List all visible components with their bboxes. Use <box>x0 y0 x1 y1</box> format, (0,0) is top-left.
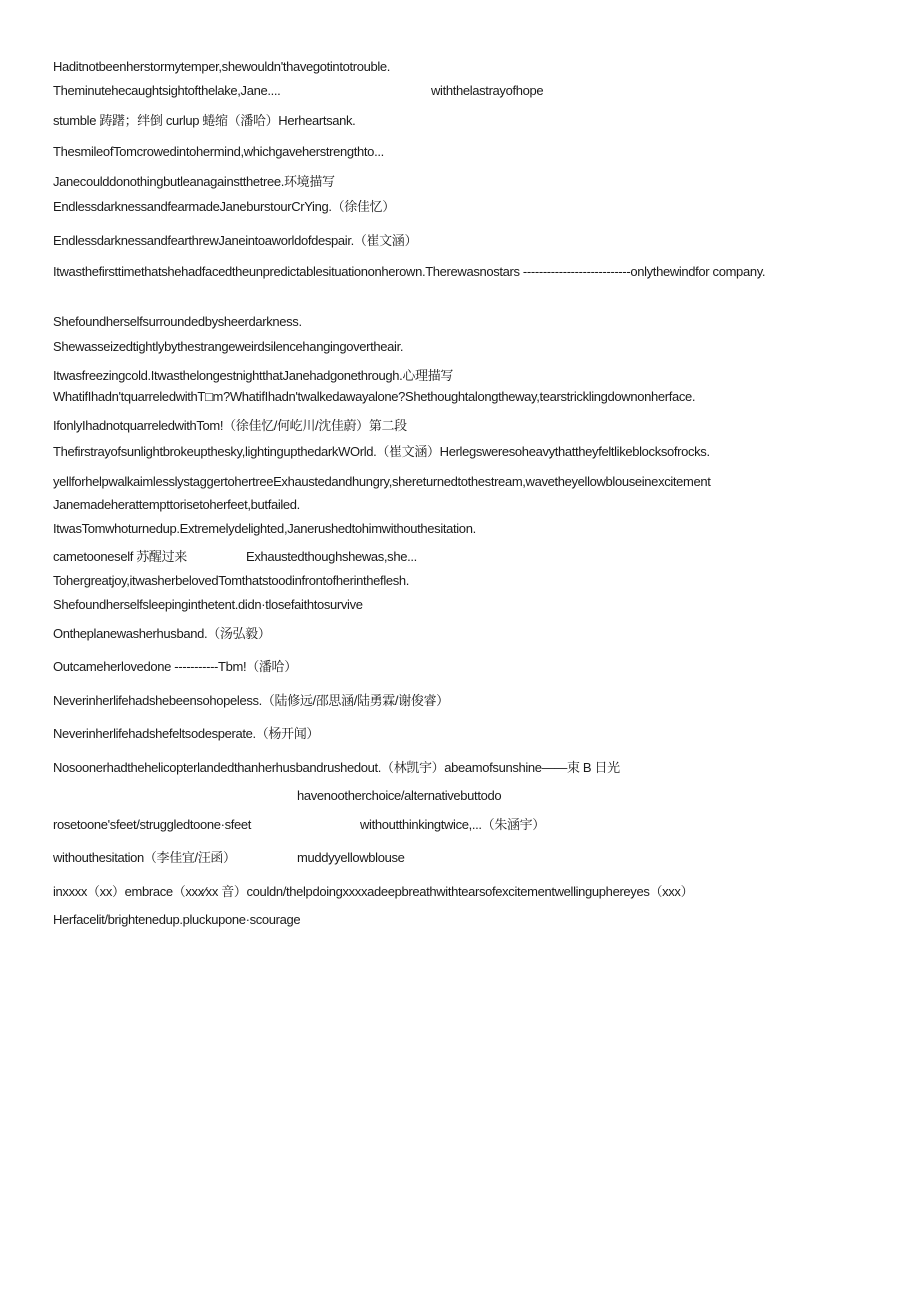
text-line: EndlessdarknessandfearthrewJaneintoaworldofdespair.（崔文涵） <box>53 233 418 248</box>
text-line: withoutthinkingtwice,...（朱涵宇） <box>360 817 545 832</box>
text-line: Haditnotbeenherstormytemper,shewouldn'thavegotintotrouble. <box>53 59 391 74</box>
text-line: Shefoundherselfsurroundedbysheerdarkness. <box>53 314 302 329</box>
text-line: EndlessdarknessandfearmadeJaneburstourCrYing.（徐佳忆） <box>53 199 395 214</box>
text-line: IfonlyIhadnotquarreledwithTom!（徐佳忆/何屹川/沈佳蔚）第二段 <box>53 418 407 433</box>
text-line: rosetoone'sfeet/struggledtoone·sfeet <box>53 817 252 832</box>
text-line: Tohergreatjoy,itwasherbelovedTomthatstoodinfrontofherintheflesh. <box>53 573 410 588</box>
text-line: Outcameherlovedone -----------Tbm!（潘哈） <box>53 659 297 674</box>
text-line: Janecoulddonothingbutleanagainstthetree.环境描写 <box>53 174 335 189</box>
text-line: Theminutehecaughtsightofthelake,Jane.... <box>53 83 281 98</box>
text-line: Ontheplanewasherhusband.（汤弘毅） <box>53 626 271 641</box>
text-line: Neverinherlifehadshebeensohopeless.（陆修远/邵思涵/陆勇霖/谢俊睿） <box>53 693 449 708</box>
text-line: cametooneself 苏醒过来 <box>53 549 187 564</box>
text-line: WhatifIhadn'tquarreledwithT□m?WhatifIhadn'twalkedawayalone?Shethoughtalongtheway,tearstricklingdownonherface. <box>53 389 696 404</box>
text-line: yellforhelpwalkaimlesslystaggertohertreeExhaustedandhungry,shereturnedtothestream,wavetheyellowblouseinexcitement <box>53 474 711 489</box>
text-line: inxxxx（xx）embrace（xxx∕xx 音）couldn/thelpdoingxxxxadeepbreathwithtearsofexcitementwellinguphereyes（xxx） <box>53 884 694 899</box>
text-line: Itwasfreezingcold.ItwasthelongestnightthatJanehadgonethrough.心理描写 <box>53 368 454 383</box>
text-line: Nosoonerhadthehelicopterlandedthanherhusbandrushedout.（林凯宇）abeamofsunshine——束 B 日光 <box>53 760 620 775</box>
text-line: Shefoundherselfsleepinginthetent.didn·tlosefaithtosurvive <box>53 597 363 612</box>
text-line: Janemadeherattempttorisetoherfeet,butfailed. <box>53 497 300 512</box>
text-line: Herfacelit/brightenedup.pluckupone·scourage <box>53 912 301 927</box>
text-line: Neverinherlifehadshefeltsodesperate.（杨开闻） <box>53 726 320 741</box>
text-line: Shewasseizedtightlybythestrangeweirdsilencehangingovertheair. <box>53 339 404 354</box>
text-line: ThesmileofTomcrowedintohermind,whichgaveherstrengthto... <box>53 144 384 159</box>
text-line: muddyyellowblouse <box>297 850 405 865</box>
text-line: Thefirstrayofsunlightbrokeupthesky,lightingupthedarkWOrld.（崔文涵）Herlegsweresoheavythattheyfeltlikeblocksofrocks. <box>53 444 710 459</box>
text-line: stumble 踌躇；绊倒 curlup 蜷缩（潘哈）Herheartsank. <box>53 113 356 128</box>
text-paragraph: Itwasthefirsttimethatshehadfacedtheunpredictablesituationonherown.Therewasnostars ---------------------------onlythewindfor company. <box>53 264 766 279</box>
text-line: Exhaustedthoughshewas,she... <box>246 549 417 564</box>
text-line: ItwasTomwhoturnedup.Extremelydelighted,Janerushedtohimwithouthesitation. <box>53 521 476 536</box>
text-line: havenootherchoice/alternativebuttodo <box>297 788 502 803</box>
text-line: withthelastrayofhope <box>431 83 544 98</box>
text-line: withouthesitation（李佳宜/汪函） <box>53 850 236 865</box>
